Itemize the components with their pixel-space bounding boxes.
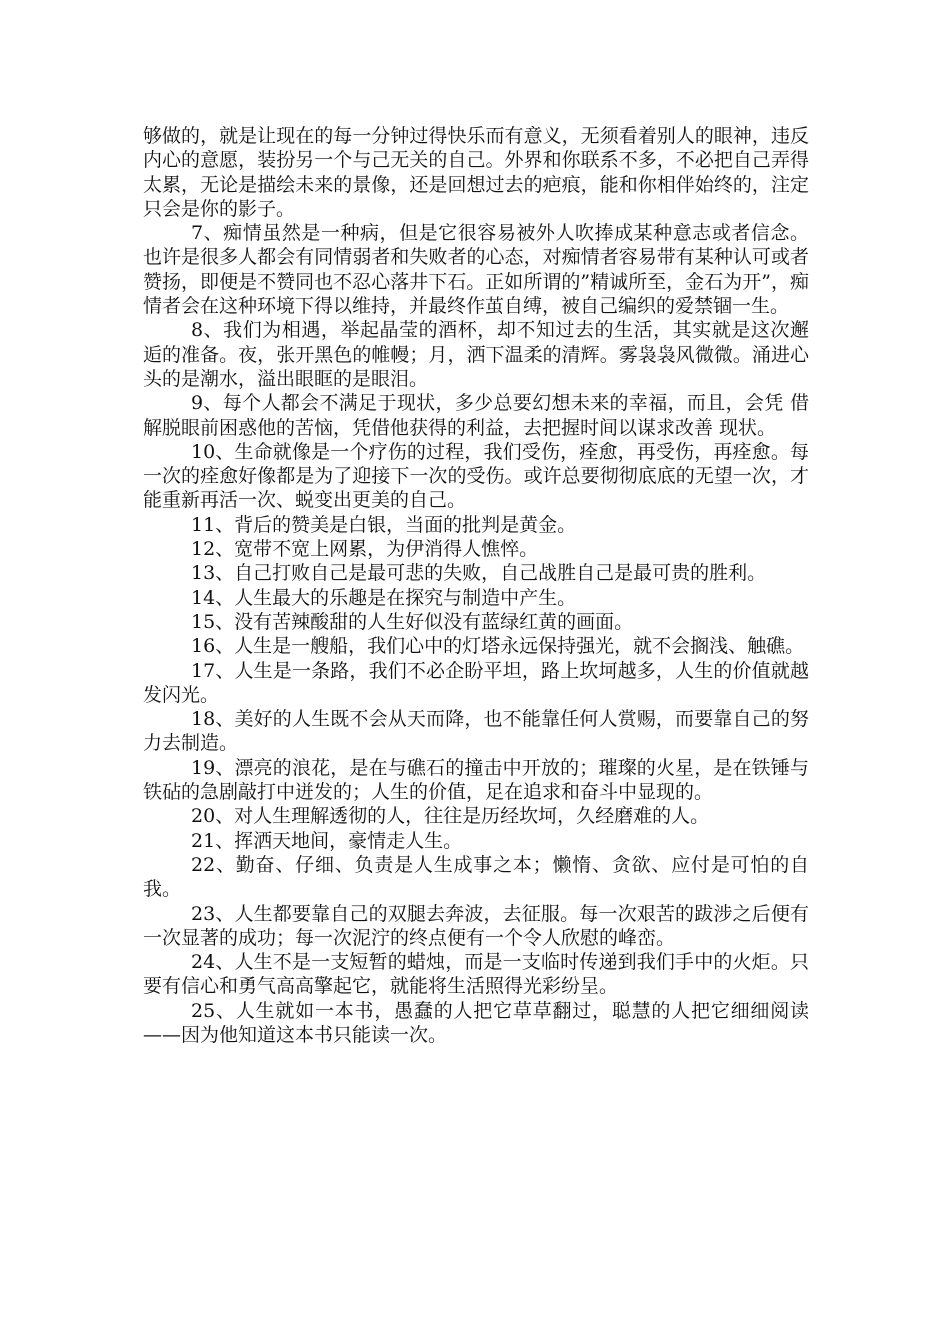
paragraph-21: 21、挥洒天地间，豪情走人生。 <box>191 829 463 852</box>
paragraph-13: 13、自己打败自己是最可悲的失败，自己战胜自己是最可贵的胜利。 <box>191 562 767 585</box>
paragraph-7: 7、痴情虽然是一种病，但是它很容易被外人吹捧成某种意志或者信念。也许是很多人都会有同情弱者和失败者的心态，对痴情者容易带有某种认可或者赞扬，即便是不赞同也不忍心落井下石。正如所谓的”精诚所至，金石为开”，痴情者会在这种环境下得以维持，并最终作茧自缚，被自己编织的爱禁锢一生。 <box>143 222 809 318</box>
paragraph-9: 9、每个人都会不满足于现状，多少总要幻想未来的幸福，而且，会凭 借解脱眼前困惑他的苦恼，凭借他获得的利益，去把握时间以谋求改善 现状。 <box>143 392 809 439</box>
paragraph-25: 25、人生就如一本书，愚蠢的人把它草草翻过，聪慧的人把它细细阅读——因为他知道这本书只能读一次。 <box>143 999 809 1046</box>
paragraph-10: 10、生命就像是一个疗伤的过程，我们受伤，痊愈，再受伤，再痊愈。每一次的痊愈好像都是为了迎接下一次的受伤。或许总要彻彻底底的无望一次，才能重新再活一次、蜕变出更美的自己。 <box>143 440 809 512</box>
paragraph-12: 12、宽带不宽上网累，为伊消得人憔悴。 <box>191 538 539 561</box>
paragraph-8: 8、我们为相遇，举起晶莹的酒杯，却不知过去的生活，其实就是这次邂逅的准备。夜，张开黑色的帷幔；月，洒下温柔的清辉。雾袅袅风微微。涌进心头的是潮水，溢出眼眶的是眼泪。 <box>143 319 809 390</box>
paragraph-18: 18、美好的人生既不会从天而降，也不能靠任何人赏赐，而要靠自己的努力去制造。 <box>143 708 809 755</box>
paragraph-24: 24、人生不是一支短暂的蜡烛，而是一支临时传递到我们手中的火炬。只要有信心和勇气高高擎起它，就能将生活照得光彩纷呈。 <box>143 951 809 998</box>
paragraph-continuation: 够做的，就是让现在的每一分钟过得快乐而有意义，无须看着别人的眼神，违反内心的意愿，装扮另一个与己无关的自己。外界和你联系不多，不必把自己弄得太累，无论是描绘未来的景像，还是回想过去的疤痕，能和你相伴始终的，注定只会是你的影子。 <box>143 125 809 220</box>
paragraph-14: 14、人生最大的乐趣是在探究与制造中产生。 <box>191 586 577 609</box>
paragraph-16: 16、人生是一艘船，我们心中的灯塔永远保持强光，就不会搁浅、触礁。 <box>191 635 805 658</box>
document-body <box>143 124 809 1047</box>
paragraph-20: 20、对人生理解透彻的人，往往是历经坎坷，久经磨难的人。 <box>191 805 710 828</box>
paragraph-11: 11、背后的赞美是白银，当面的批判是黄金。 <box>191 513 577 536</box>
paragraph-15: 15、没有苦辣酸甜的人生好似没有蓝绿红黄的画面。 <box>191 610 634 633</box>
paragraph-23: 23、人生都要靠自己的双腿去奔波，去征服。每一次艰苦的跋涉之后便有一次显著的成功；每一次泥泞的终点便有一个令人欣慰的峰峦。 <box>143 902 809 949</box>
paragraph-17: 17、人生是一条路，我们不必企盼平坦，路上坎坷越多，人生的价值就越发闪光。 <box>143 659 809 706</box>
paragraph-22: 22、勤奋、仔细、负责是人生成事之本；懒惰、贪欲、应付是可怕的自我。 <box>143 853 809 901</box>
paragraph-19: 19、漂亮的浪花，是在与礁石的撞击中开放的；璀璨的火星，是在铁锤与铁砧的急剧敲打中迸发的；人生的价值，足在追求和奋斗中显现的。 <box>143 756 809 804</box>
